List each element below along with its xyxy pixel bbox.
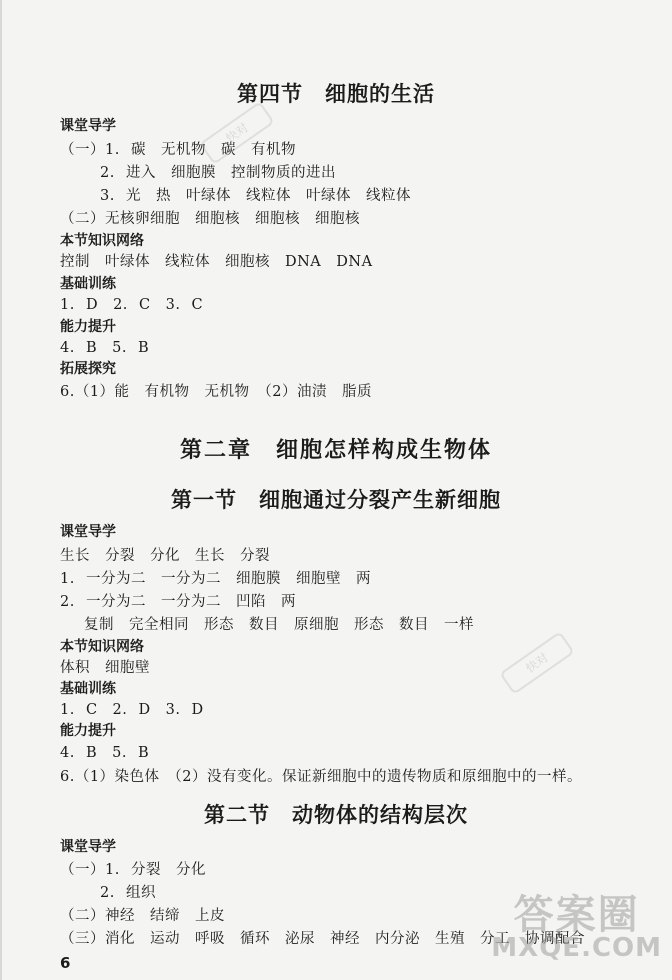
answer-line: 控制 叶绿体 线粒体 细胞核 DNA DNA [60,254,373,270]
answer-line: （一）1. 碳 无机物 碳 有机物 [60,142,296,158]
answer-line: 生长 分裂 分化 生长 分裂 [60,548,270,564]
label-guide: 课堂导学 [60,118,116,134]
answer-line: 6.（1）染色体 （2）没有变化。保证新细胞中的遗传物质和原细胞中的一样。 [60,769,583,785]
label-ability: 能力提升 [60,319,116,335]
answer-line: （一）1. 分裂 分化 [60,862,206,878]
label-basic: 基础训练 [60,681,116,697]
label-network: 本节知识网络 [60,639,144,655]
label-ability: 能力提升 [60,723,116,739]
answer-line: 6.（1）能 有机物 无机物 （2）油渍 脂质 [60,384,373,400]
label-basic: 基础训练 [60,276,116,292]
answer-line: 2. 进入 细胞膜 控制物质的进出 [100,165,336,181]
answer-line: 1. 一分为二 一分为二 细胞膜 细胞壁 两 [60,571,371,587]
answer-line: 3. 光 热 叶绿体 线粒体 叶绿体 线粒体 [100,188,411,204]
answer-line: （二）无核卵细胞 细胞核 细胞核 细胞核 [60,211,360,227]
answer-line: （二）神经 结缔 上皮 [60,908,225,924]
answer-line: 2. 一分为二 一分为二 凹陷 两 [60,594,296,610]
answer-line: 1. D 2. C 3. C [60,297,204,313]
watermark-stamp: 快对 [499,631,575,695]
chapter-title: 第二章 细胞怎样构成生物体 [179,438,492,463]
answer-line: 1. C 2. D 3. D [60,702,204,718]
watermark-brand [491,892,662,963]
label-extension: 拓展探究 [60,361,116,377]
page-number: 6 [60,954,71,972]
label-guide: 课堂导学 [60,524,116,540]
brand-url: MXQE.COM [491,933,662,963]
answer-line: 2. 组织 [100,885,156,901]
label-guide: 课堂导学 [60,839,116,855]
section-title: 第二节 动物体的结构层次 [204,803,468,827]
brand-name: 答案圈 [513,892,640,938]
watermark-stamp: 快对 [199,101,275,165]
answer-line: 体积 细胞壁 [60,660,150,676]
answer-line: 复制 完全相同 形态 数目 原细胞 形态 数目 一样 [84,617,474,633]
answer-line: 4. B 5. B [60,745,150,761]
label-network: 本节知识网络 [60,233,144,249]
section-title: 第一节 细胞通过分裂产生新细胞 [171,488,501,512]
answer-line: （三）消化 运动 呼吸 循环 泌尿 神经 内分泌 生殖 分工 协调配合 [60,931,585,947]
section-title: 第四节 细胞的生活 [237,82,435,106]
answer-line: 4. B 5. B [60,340,150,356]
